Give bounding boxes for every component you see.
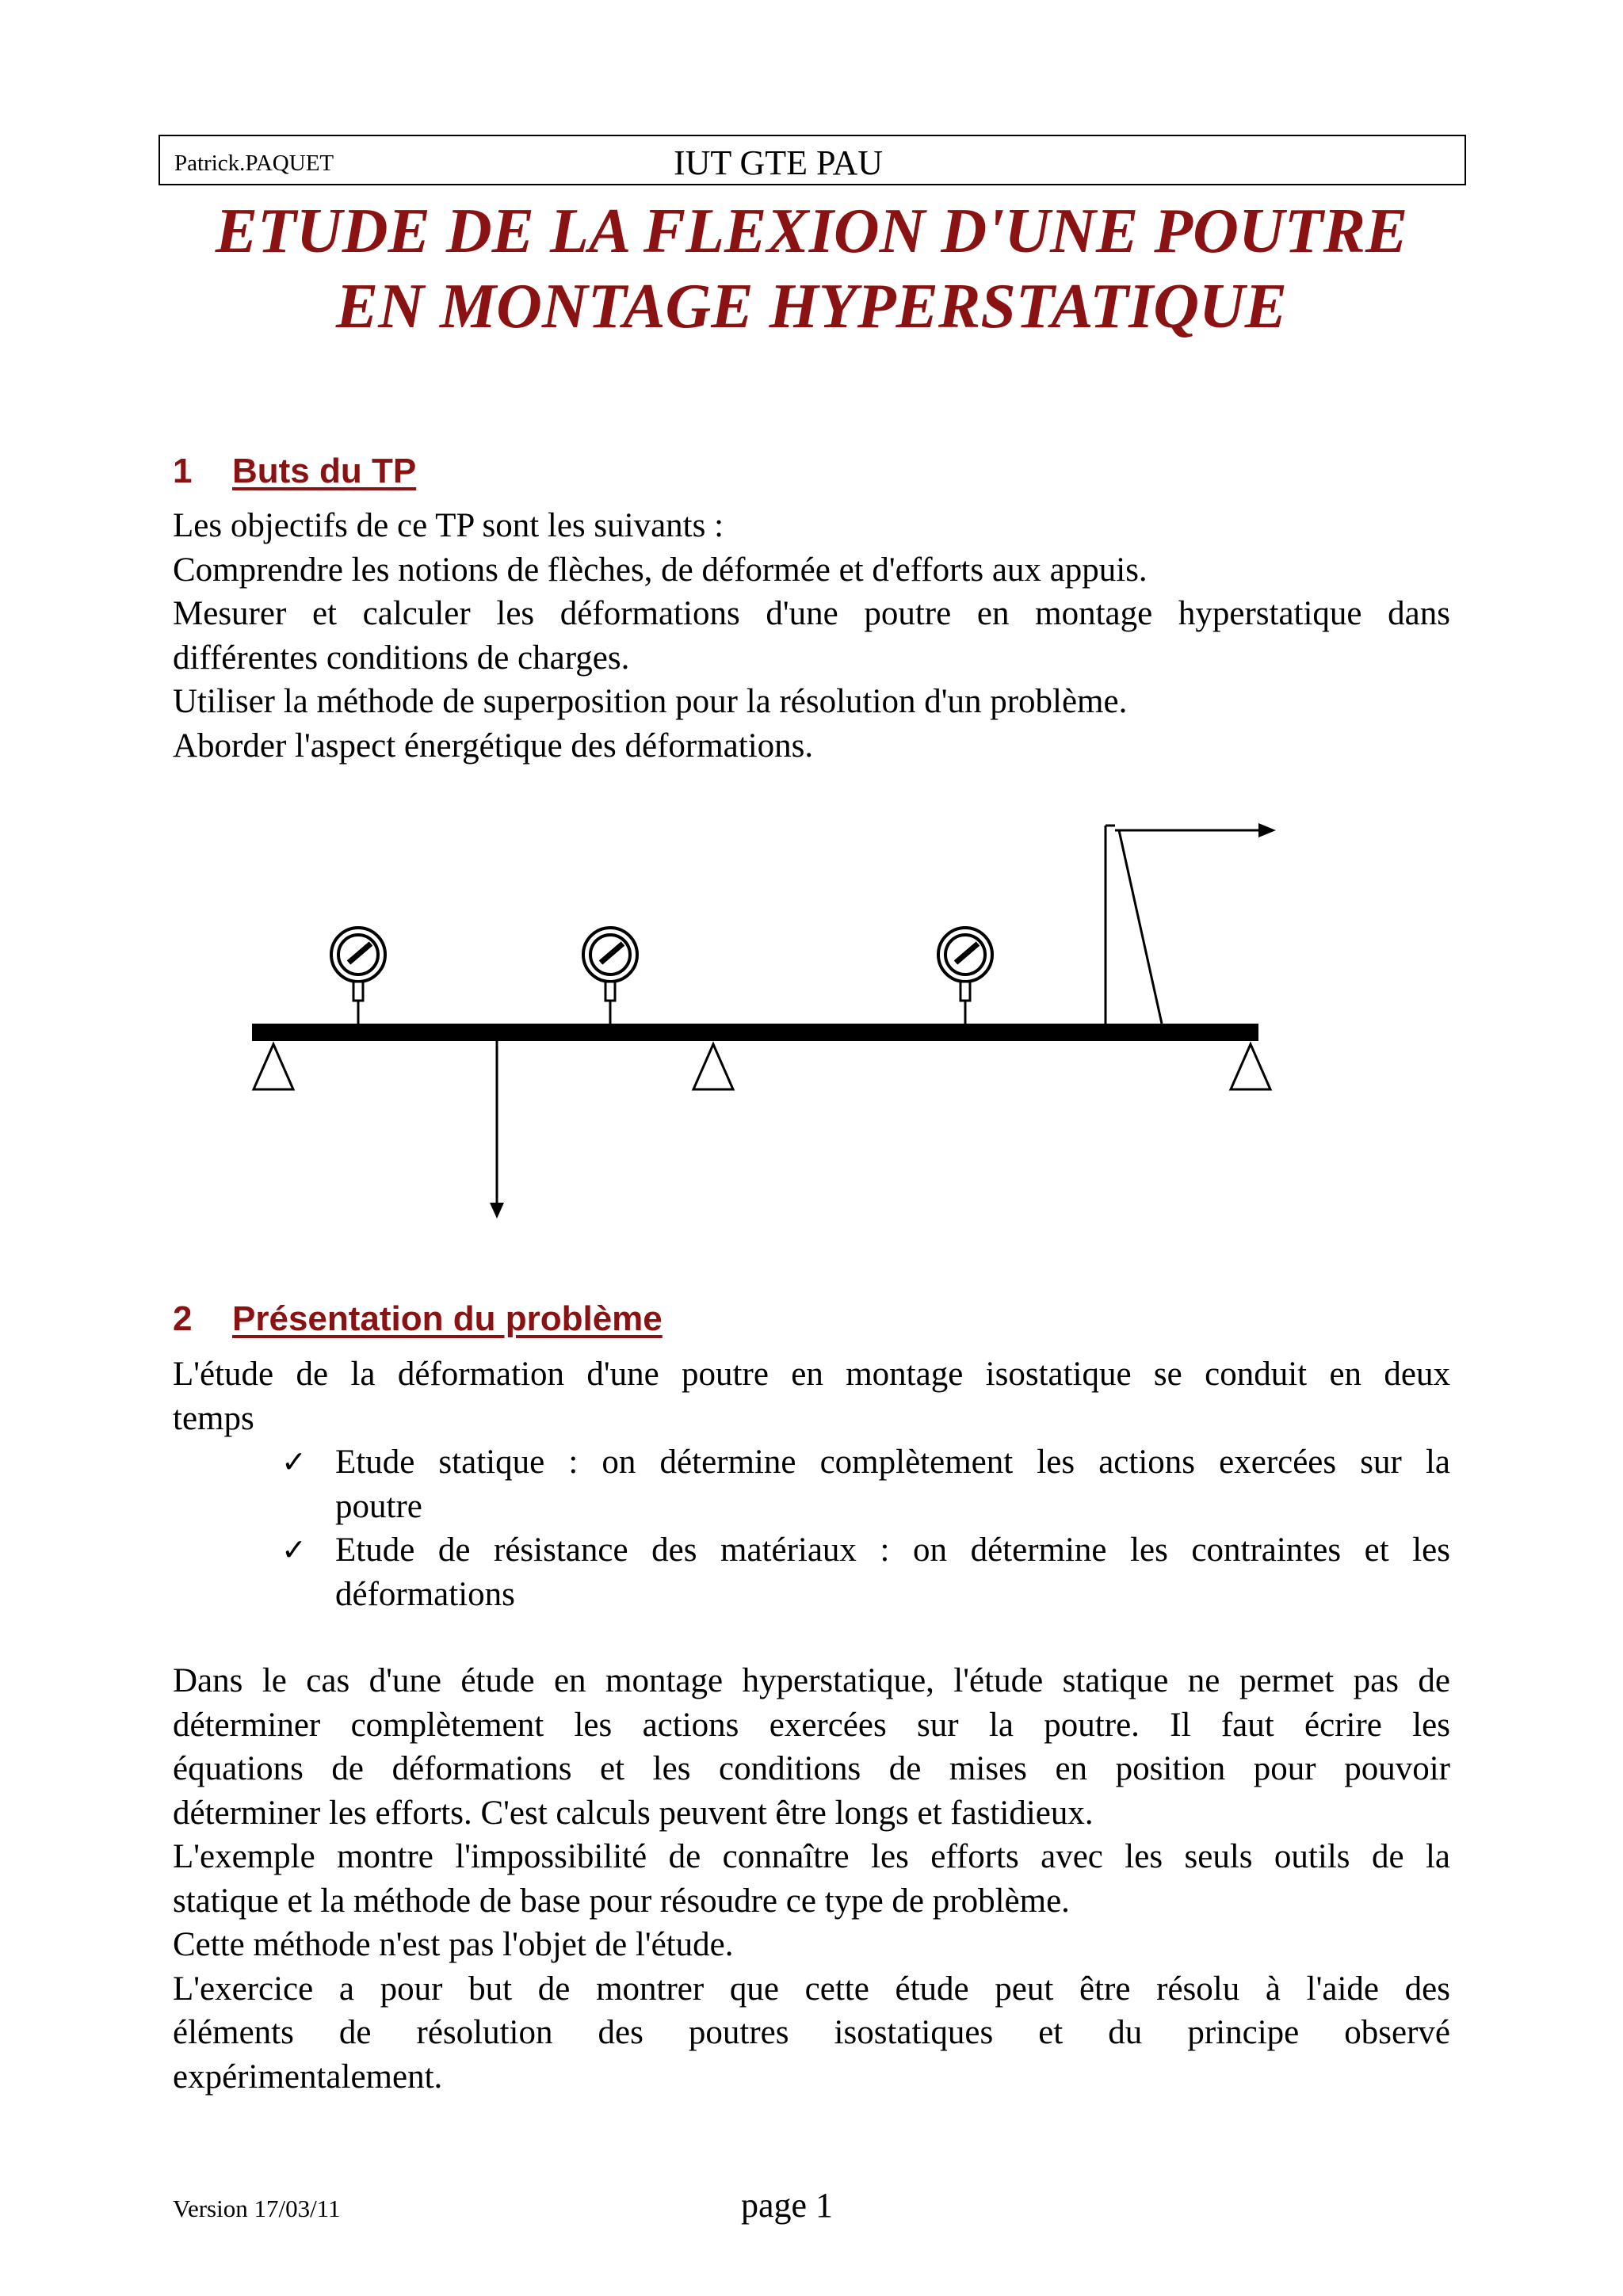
checkmark-icon: ✓ <box>281 1444 307 1479</box>
header-author: Patrick.PAQUET <box>174 151 334 176</box>
header-box <box>158 135 1466 185</box>
section-2-body-line: équations de déformations et les conditions de mises en position pour pouvoir <box>173 1750 1450 1787</box>
section-2-body-line: éléments de résolution des poutres isostatiques et du principe observé <box>173 2014 1450 2051</box>
section-1-line: Utiliser la méthode de superposition pour la résolution d'un problème. <box>173 683 1128 720</box>
arrow-icon <box>1258 823 1276 837</box>
section-2-intro <box>173 1352 1450 1440</box>
page-number: page 1 <box>741 2186 834 2225</box>
header-org: IUT GTE PAU <box>674 143 884 182</box>
section-2-title: Présentation du problème <box>232 1299 663 1338</box>
page-title-line-2: EN MONTAGE HYPERSTATIQUE <box>335 272 1288 341</box>
list-item-text: Etude statique : on détermine complètement les actions exercées sur la <box>335 1444 1450 1481</box>
section-2-heading <box>173 1299 663 1339</box>
page-title-line-1: ETUDE DE LA FLEXION D'UNE POUTRE <box>215 196 1408 266</box>
section-2-body-line: déterminer les efforts. C'est calculs peuvent être longs et fastidieux. <box>173 1794 1094 1832</box>
section-1-line: Aborder l'aspect énergétique des déformations. <box>173 727 814 765</box>
dial-gauge-icon <box>331 928 385 1024</box>
dial-gauge-icon <box>938 928 992 1024</box>
section-2-intro-line: L'étude de la déformation d'une poutre en montage isostatique se conduit en deux <box>173 1356 1450 1393</box>
section-1-text <box>173 504 1450 768</box>
section-2-body-line: L'exercice a pour but de montrer que cette étude peut être résolu à l'aide des <box>173 1970 1450 2008</box>
section-1-number: 1 <box>173 452 193 490</box>
support-triangle-icon <box>693 1044 733 1089</box>
support-triangle-icon <box>254 1044 293 1089</box>
list-item <box>281 1440 1450 1528</box>
section-1-heading <box>173 452 416 491</box>
section-1-line: différentes conditions de charges. <box>173 639 630 677</box>
section-2-body <box>173 1659 1450 2099</box>
section-1-line: Comprendre les notions de flèches, de déformée et d'efforts aux appuis. <box>173 551 1148 589</box>
section-1-line: Les objectifs de ce TP sont les suivants : <box>173 507 724 544</box>
section-2-bullets <box>281 1440 1450 1616</box>
beam <box>252 1024 1258 1041</box>
list-item <box>281 1528 1450 1616</box>
footer-version: Version 17/03/11 <box>173 2195 341 2222</box>
dial-gauge-icon <box>583 928 637 1024</box>
section-1-line: Mesurer et calculer les déformations d'une poutre en montage hyperstatique dans <box>173 595 1450 632</box>
arrow-icon <box>490 1041 504 1219</box>
section-2-body-line: Dans le cas d'une étude en montage hyperstatique, l'étude statique ne permet pas de <box>173 1662 1450 1699</box>
section-2-intro-line: temps <box>173 1399 254 1437</box>
list-item-text: déformations <box>335 1575 515 1613</box>
section-2-body-line: statique et la méthode de base pour résoudre ce type de problème. <box>173 1882 1070 1920</box>
section-2-body-line: déterminer complètement les actions exercées sur la poutre. Il faut écrire les <box>173 1706 1450 1744</box>
list-item-text: poutre <box>335 1487 422 1525</box>
section-2-body-line: Cette méthode n'est pas l'objet de l'étude. <box>173 1926 734 1963</box>
section-2-number: 2 <box>173 1299 193 1338</box>
checkmark-icon: ✓ <box>281 1532 307 1567</box>
lever-arm <box>1106 823 1276 1024</box>
support-triangle-icon <box>1231 1044 1270 1089</box>
list-item-text: Etude de résistance des matériaux : on détermine les contraintes et les <box>335 1531 1450 1569</box>
section-2-body-line: L'exemple montre l'impossibilité de connaître les efforts avec les seuls outils de la <box>173 1838 1450 1875</box>
section-1-title: Buts du TP <box>232 452 417 490</box>
section-2-body-line: expérimentalement. <box>173 2058 443 2096</box>
beam-diagram <box>238 808 1292 1236</box>
